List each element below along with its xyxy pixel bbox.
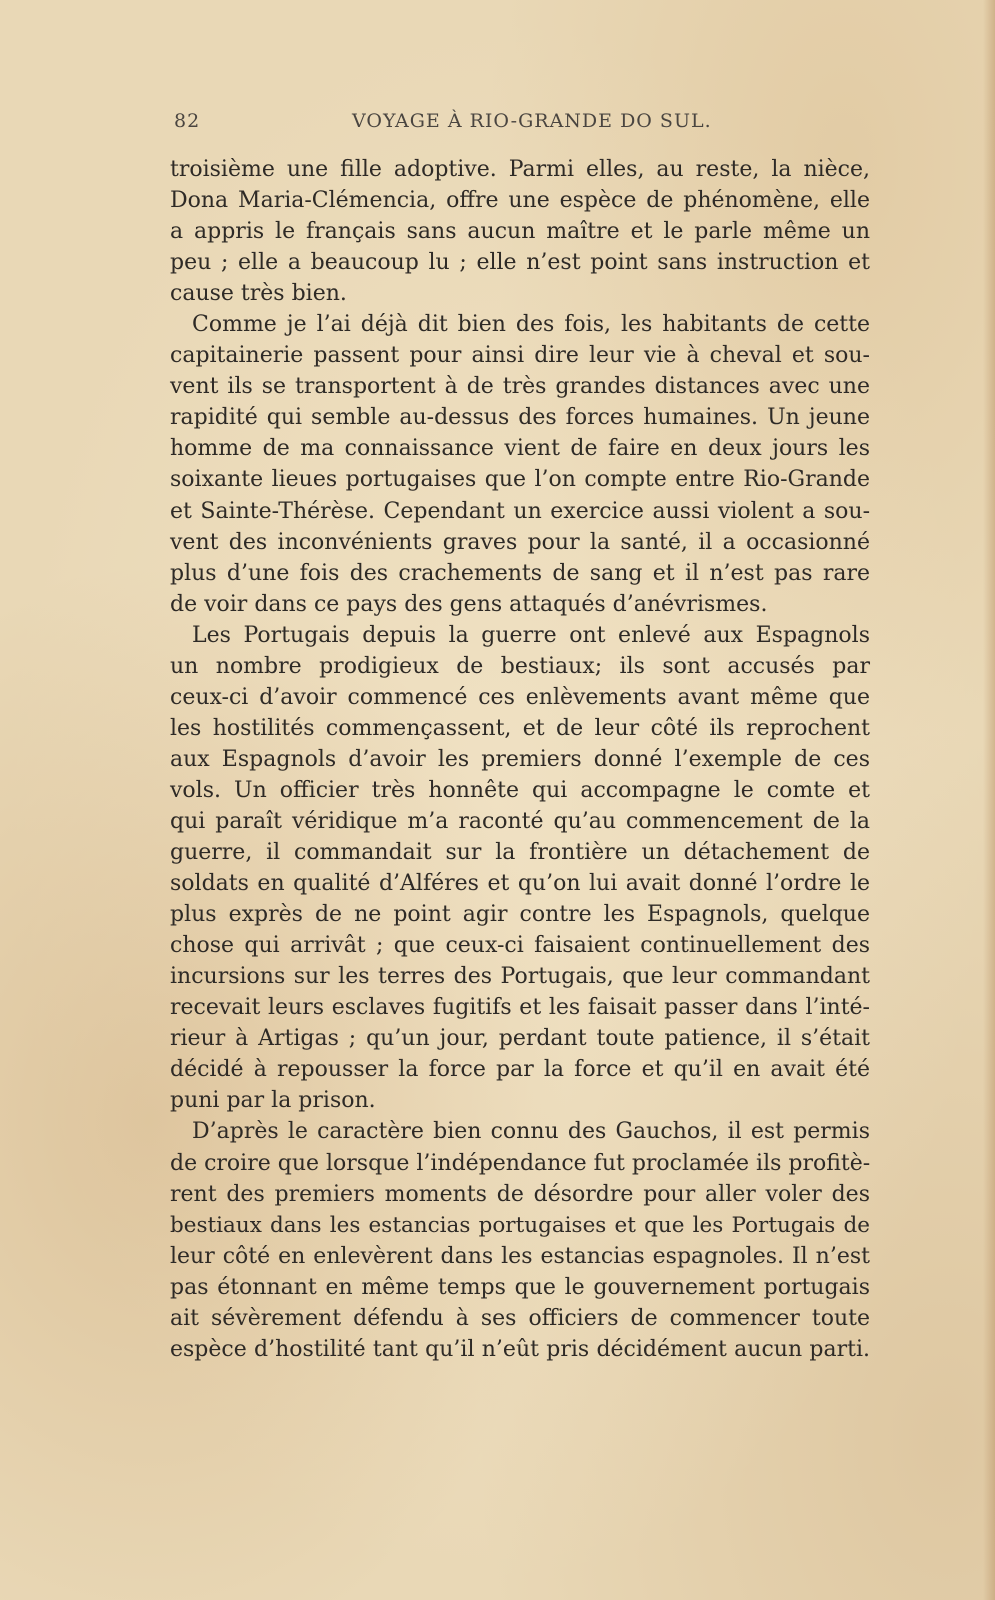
text-line: un nombre prodigieux de bestiaux; ils sont accusés par (170, 653, 870, 679)
text-line: D’après le caractère bien connu des Gauchos, il est permis (192, 1119, 870, 1145)
text-line: plus d’une fois des crachements de sang et il n’est pas rare (170, 560, 870, 586)
text-line: de croire que lorsque l’indépendance fut proclamée ils profitè- (170, 1150, 871, 1176)
text-line: capitainerie passent pour ainsi dire leur vie à cheval et sou- (170, 343, 870, 369)
text-line: et Sainte-Thérèse. Cependant un exercice aussi violent a sou- (170, 498, 870, 524)
text-line: Les Portugais depuis la guerre ont enlevé aux Espagnols (192, 622, 870, 648)
text-line: recevait leurs esclaves fugitifs et les faisait passer dans l’inté- (170, 995, 870, 1021)
text-line: de voir dans ce pays des gens attaqués d’anévrismes. (170, 591, 768, 617)
body-text (170, 154, 870, 1365)
text-line: soldats en qualité d’Alféres et qu’on lui avait donné l’ordre le (170, 871, 870, 897)
text-line: guerre, il commandait sur la frontière un détachement de (170, 840, 870, 866)
page-number: 82 (174, 110, 201, 132)
text-line: aux Espagnols d’avoir les premiers donné l’exemple de ces (170, 746, 870, 772)
text-line: leur côté en enlevèrent dans les estancias espagnoles. Il n’est (170, 1243, 870, 1269)
text-line: vols. Un officier très honnête qui accompagne le comte et (170, 777, 870, 803)
text-line: rapidité qui semble au-dessus des forces humaines. Un jeune (170, 405, 870, 431)
text-line: chose qui arrivât ; que ceux-ci faisaient continuellement des (170, 933, 870, 959)
text-line: vent des inconvénients graves pour la santé, il a occasionné (170, 529, 870, 555)
page-edge (983, 0, 995, 1600)
text-line: a appris le français sans aucun maître et le parle même un (170, 219, 870, 245)
text-line: soixante lieues portugaises que l’on compte entre Rio-Grande (170, 467, 870, 493)
running-title: VOYAGE À RIO-GRANDE DO SUL. (352, 110, 712, 132)
text-line: décidé à repousser la force par la force et qu’il en avait été (170, 1057, 870, 1083)
text-line: les hostilités commençassent, et de leur côté ils reprochent (170, 715, 870, 741)
text-line: troisième une fille adoptive. Parmi elles, au reste, la nièce, (170, 157, 870, 182)
text-line: ceux-ci d’avoir commencé ces enlèvements avant même que (170, 684, 870, 710)
text-line: homme de ma connaissance vient de faire en deux jours les (170, 436, 870, 462)
text-line: vent ils se transportent à de très grandes distances avec une (170, 374, 870, 400)
text-line: pas étonnant en même temps que le gouvernement portugais (170, 1274, 870, 1300)
running-header (174, 110, 714, 136)
text-line: rent des premiers moments de désordre pour aller voler des (170, 1181, 870, 1207)
text-line: ait sévèrement défendu à ses officiers de commencer toute (170, 1305, 870, 1331)
text-line: bestiaux dans les estancias portugaises et que les Portugais de (170, 1212, 870, 1238)
text-line: qui paraît véridique m’a raconté qu’au commencement de la (170, 808, 870, 834)
text-line: puni par la prison. (170, 1088, 376, 1114)
text-line: Dona Maria-Clémencia, offre une espèce de phénomène, elle (170, 188, 870, 214)
text-line: Comme je l’ai déjà dit bien des fois, les habitants de cette (192, 312, 870, 338)
text-line: peu ; elle a beaucoup lu ; elle n’est point sans instruction et (170, 250, 870, 276)
text-line: cause très bien. (170, 281, 347, 307)
text-line: incursions sur les terres des Portugais, que leur commandant (170, 964, 870, 990)
text-line: espèce d’hostilité tant qu’il n’eût pris décidément aucun parti. (170, 1336, 870, 1362)
text-line: rieur à Artigas ; qu’un jour, perdant toute patience, il s’était (170, 1026, 870, 1052)
text-line: plus exprès de ne point agir contre les Espagnols, quelque (170, 902, 870, 928)
